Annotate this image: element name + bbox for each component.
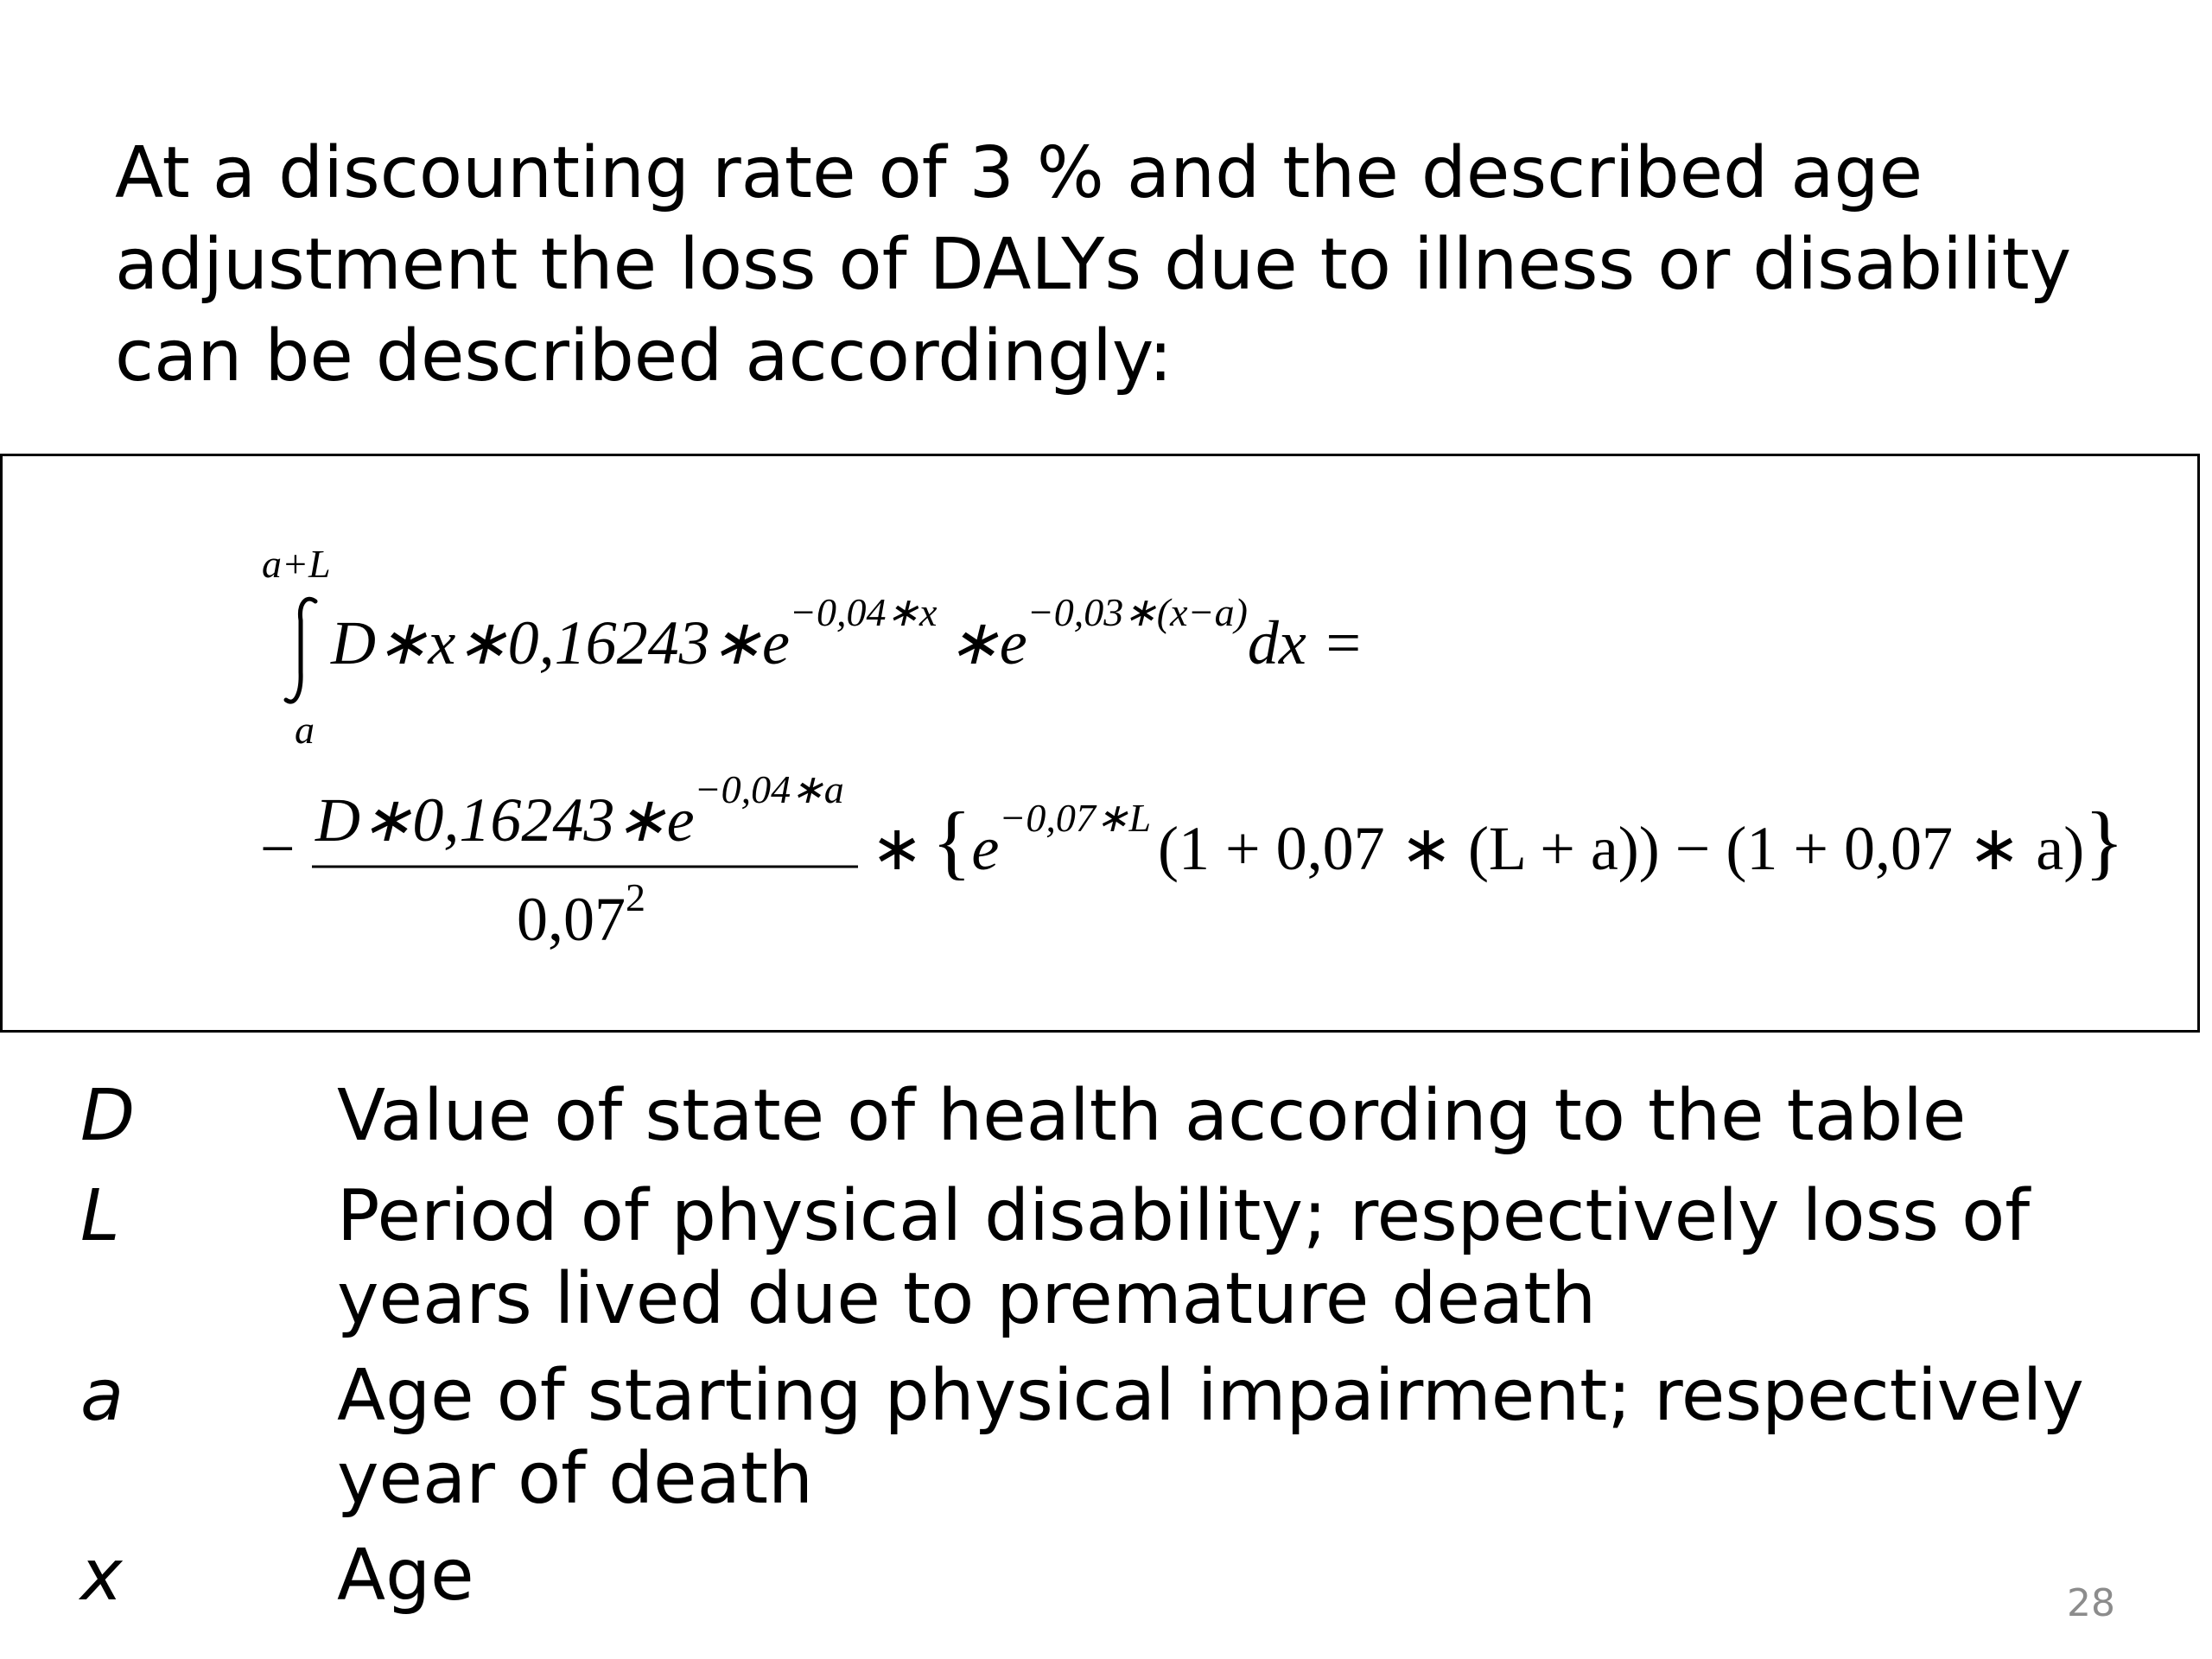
page-number: 28	[2067, 1581, 2115, 1625]
legend-symbol-a: a	[80, 1355, 124, 1437]
leading-minus: −	[260, 814, 296, 883]
formula-line-1	[330, 590, 1363, 677]
integral-upper-limit: a+L	[262, 542, 331, 586]
inner-e: e	[971, 814, 1000, 883]
formula-box	[0, 454, 2200, 1033]
denominator-base: 0,07	[517, 885, 626, 954]
daly-formula	[3, 456, 2202, 1035]
numerator-exponent: −0,04∗a	[694, 767, 844, 811]
legend-symbol-d: D	[80, 1075, 136, 1157]
legend-description-a: Age of starting physical impairment; respectively year of death	[337, 1355, 2084, 1520]
brace-close: }	[2084, 795, 2125, 887]
numerator-base: D∗0,16243∗e	[315, 785, 695, 855]
inner-exponent: −0,07∗L	[999, 796, 1152, 840]
inner-rest: (1 + 0,07 ∗ (L + a)) − (1 + 0,07 ∗ a)	[1158, 814, 2085, 883]
integrand-exponent-1: −0,04∗x	[789, 590, 938, 634]
brace-prefix: ∗	[871, 814, 924, 883]
integrand-mid: ∗e	[947, 608, 1027, 677]
brace-open: {	[931, 795, 972, 887]
fraction-numerator	[315, 767, 844, 855]
integrand-tail: dx =	[1247, 608, 1364, 677]
integral-lower-limit: a	[295, 708, 315, 752]
intro-paragraph: At a discounting rate of 3 % and the described age adjustment the loss of DALYs due to illness or disability can be described accordingly:	[115, 132, 2072, 397]
legend-symbol-x: x	[80, 1535, 123, 1617]
legend-description-d: Value of state of health according to the table	[337, 1075, 1967, 1157]
integrand-exponent-2: −0,03∗(x−a)	[1027, 590, 1248, 634]
legend-symbol-l: L	[80, 1175, 120, 1257]
integral-sign	[286, 599, 315, 702]
legend-description-x: Age	[337, 1535, 474, 1617]
brace-expression	[871, 795, 2124, 887]
fraction-denominator	[517, 875, 645, 954]
denominator-exponent: 2	[626, 875, 645, 919]
legend-description-l: Period of physical disability; respectively loss of years lived due to premature death	[337, 1175, 2031, 1340]
integrand-text: D∗x∗0,16243∗e	[331, 608, 790, 677]
